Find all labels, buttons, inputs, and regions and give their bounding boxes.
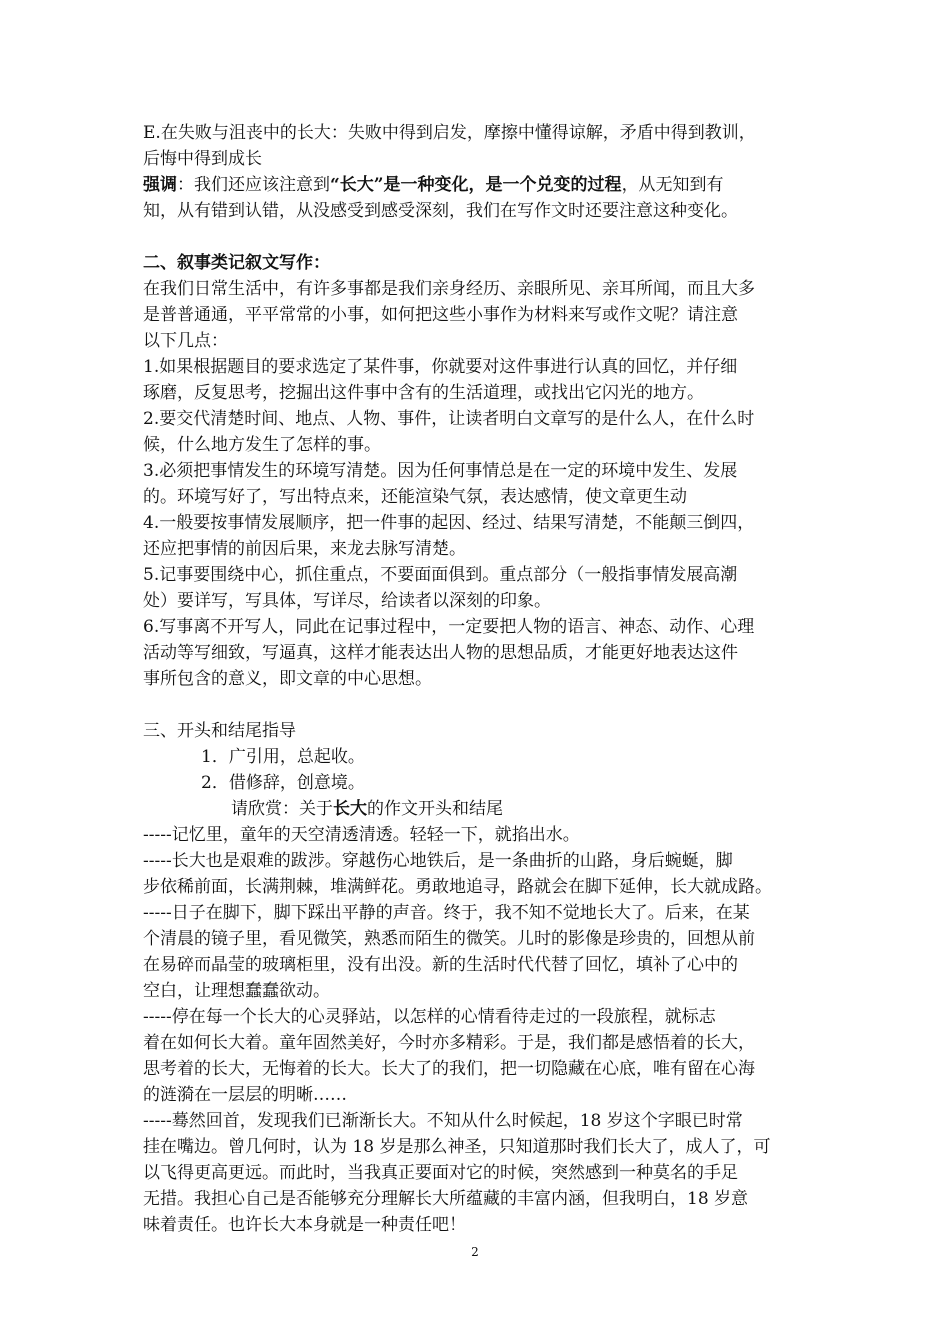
- example-line: 个清晨的镜子里，看见微笑，熟悉而陌生的微笑。儿时的影像是珍贵的，回想从前: [143, 929, 755, 949]
- appreciate-suffix: 的作文开头和结尾: [367, 799, 503, 819]
- example-line: -----记忆里，童年的天空清透清透。轻轻一下，就掐出水。: [143, 825, 580, 845]
- page-number: 2: [471, 1245, 479, 1259]
- paragraph-gap: [143, 692, 811, 718]
- example-line: 思考着的长大，无悔着的长大。长大了的我们，把一切隐藏在心底，唯有留在心海: [143, 1059, 755, 1079]
- appreciate-prefix: 请欣赏：关于: [231, 799, 333, 819]
- section-2-intro-line: 在我们日常生活中，有许多事都是我们亲身经历、亲眼所见、亲耳所闻，而且大多: [143, 279, 755, 299]
- appreciate-bold: 长大: [333, 799, 367, 819]
- example-line: -----日子在脚下，脚下踩出平静的声音。终于，我不知不觉地长大了。后来，在某: [143, 903, 750, 923]
- example-line: 在易碎而晶莹的玻璃柜里，没有出没。新的生活时代代替了回忆，填补了心中的: [143, 955, 738, 975]
- section-2-point-line: 2.要交代清楚时间、地点、人物、事件，让读者明白文章写的是什么人，在什么时: [143, 409, 755, 429]
- example-line: -----停在每一个长大的心灵驿站，以怎样的心情看待走过的一段旅程，就标志: [143, 1007, 716, 1027]
- section-2-point-line: 候，什么地方发生了怎样的事。: [143, 435, 381, 455]
- example-line: 空白，让理想蠢蠢欲动。: [143, 981, 330, 1001]
- example-line: 以飞得更高更远。而此时，当我真正要面对它的时候，突然感到一种莫名的手足: [143, 1163, 738, 1183]
- section-2-point-line: 3.必须把事情发生的环境写清楚。因为任何事情总是在一定的环境中发生、发展: [143, 461, 738, 481]
- section-2-point-line: 琢磨，反复思考，挖掘出这件事中含有的生活道理，或找出它闪光的地方。: [143, 383, 704, 403]
- emphasis-line-1: [143, 172, 811, 198]
- section-e-line-1: E.在失败与沮丧中的长大：失败中得到启发，摩擦中懂得谅解，矛盾中得到教训，: [143, 123, 756, 143]
- emphasis-line-2: 知，从有错到认错，从没感受到感受深刻，我们在写作文时还要注意这种变化。: [143, 201, 738, 221]
- emphasis-text-2: ，从无知到有: [621, 175, 724, 195]
- section-2-intro-line: 以下几点：: [143, 331, 228, 351]
- section-3-item-1: 1．广引用，总起收。: [201, 747, 365, 767]
- section-3-item-2: 2．借修辞，创意境。: [201, 773, 365, 793]
- section-2-point-line: 5.记事要围绕中心，抓住重点，不要面面俱到。重点部分（一般指事情发展高潮: [143, 565, 738, 585]
- section-2-heading: 二、叙事类记叙文写作：: [143, 253, 330, 273]
- section-2-point-line: 的。环境写好了，写出特点来，还能渲染气氛，表达感情，使文章更生动: [143, 487, 687, 507]
- section-2-point-line: 4.一般要按事情发展顺序，把一件事的起因、经过、结果写清楚，不能颠三倒四，: [143, 513, 755, 533]
- emphasis-label: 强调: [143, 175, 177, 195]
- section-2-point-line: 活动等写细致，写逼真，这样才能表达出人物的思想品质，才能更好地表达这件: [143, 643, 738, 663]
- example-line: 味着责任。也许长大本身就是一种责任吧！: [143, 1215, 466, 1235]
- page-content: [143, 120, 811, 1238]
- section-2-point-line: 事所包含的意义，即文章的中心思想。: [143, 669, 432, 689]
- emphasis-bold-phrase: “长大”是一种变化，是一个兑变的过程: [330, 175, 622, 195]
- section-2-point-line: 还应把事情的前因后果，来龙去脉写清楚。: [143, 539, 466, 559]
- appreciate-line: [143, 796, 811, 822]
- example-line: 步依稀前面，长满荆棘，堆满鲜花。勇敢地追寻，路就会在脚下延伸，长大就成路。: [143, 877, 772, 897]
- example-line: 无措。我担心自己是否能够充分理解长大所蕴藏的丰富内涵，但我明白，18 岁意: [143, 1189, 749, 1209]
- example-line: 着在如何长大着。童年固然美好，今时亦多精彩。于是，我们都是感悟着的长大，: [143, 1033, 755, 1053]
- example-line: -----蓦然回首，发现我们已渐渐长大。不知从什么时候起，18 岁这个字眼已时常: [143, 1111, 743, 1131]
- section-2-intro-line: 是普普通通，平平常常的小事，如何把这些小事作为材料来写或作文呢？请注意: [143, 305, 738, 325]
- section-2-point-line: 处）要详写，写具体，写详尽，给读者以深刻的印象。: [143, 591, 551, 611]
- section-e-line-2: 后悔中得到成长: [143, 149, 262, 169]
- section-2-point-line: 1.如果根据题目的要求选定了某件事，你就要对这件事进行认真的回忆，并仔细: [143, 357, 738, 377]
- section-2-point-line: 6.写事离不开写人，同此在记事过程中，一定要把人物的语言、神态、动作、心理: [143, 617, 755, 637]
- section-3-heading: 三、开头和结尾指导: [143, 721, 296, 741]
- emphasis-text-1: ：我们还应该注意到: [177, 175, 330, 195]
- example-line: 的涟漪在一层层的明晰……: [143, 1085, 347, 1105]
- example-line: 挂在嘴边。曾几何时，认为 18 岁是那么神圣，只知道那时我们长大了，成人了，可: [143, 1137, 771, 1157]
- paragraph-gap: [143, 224, 811, 250]
- example-line: -----长大也是艰难的跋涉。穿越伤心地铁后，是一条曲折的山路，身后蜿蜒，脚: [143, 851, 733, 871]
